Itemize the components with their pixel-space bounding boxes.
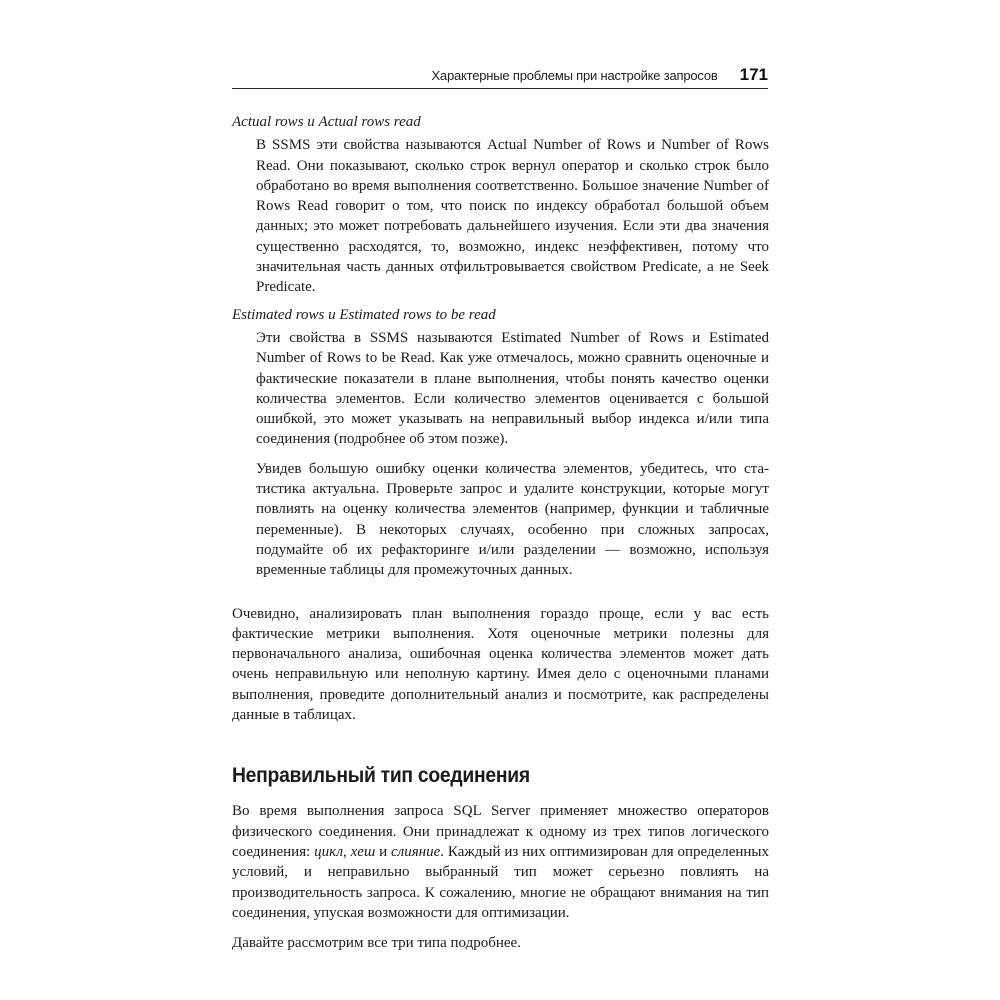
- definition-paragraph: Увидев большую ошибку оценки количества элементов, убедитесь, что статистика актуальна. Проверьте запрос и удалите конструкции, которые могут повлиять на оценку количества элементов (например, функции и табличные переменные). В некоторых случаях, особенно при сложных запросах, подумайте об их рефакторинге и/или разделении — возможно, используя временные таблицы для промежуточных данных.: [256, 460, 769, 579]
- text-run: и: [375, 843, 392, 860]
- text-run: . Каждый из них оптимизирован для определенных условий, и неправильно выбранный тип может серьезно повлиять на производительность запроса. К сожалению, многие не обращают внимания на тип соединения, упуская возможности для оптимизации.: [232, 843, 770, 921]
- definition-body-estimated-rows: [256, 328, 769, 581]
- emphasis-merge: слияние: [391, 843, 441, 860]
- running-header: [232, 62, 768, 89]
- definition-term-estimated-rows: Estimated rows и Estimated rows to be read: [232, 306, 496, 323]
- definition-term-actual-rows: Actual rows и Actual rows read: [232, 114, 421, 130]
- running-header-title: Характерные проблемы при настройке запросов: [431, 68, 718, 83]
- definition-paragraph: Эти свойства в SSMS называются Estimated Number of Rows и Estimated Number of Rows to be Read. Как уже отмечалось, можно сравнить оценочные и фактические показатели в плане выполнения, чтобы понять качество оценки количества элементов. Если количество элементов оценивается с большой ошибкой, это может указывать на неправильный выбор индекса и/или типа соединения (подробнее об этом позже).: [256, 329, 769, 448]
- text-run: Во время выполнения запроса SQL Server применяет множество операторов физического соединения. Они принадлежат к одному из трех типов логического соединения:: [232, 803, 769, 860]
- section-paragraph: Давайте рассмотрим все три типа подробнее.: [232, 935, 521, 952]
- body-paragraph: Очевидно, анализировать план выполнения гораздо проще, если у вас есть фактические метрики выполнения. Хотя оценочные метрики полезны для первоначального анализа, ошибочная оценка количества элементов может дать очень неправильную или неполную картину. Имея дело с оценочными планами выполнения, проведите дополнительный анализ и посмотрите, как распределены данные в таблицах.: [232, 605, 769, 724]
- section-paragraph: [232, 801, 769, 923]
- page-number: 171: [739, 65, 768, 84]
- definition-body-actual-rows: [256, 135, 769, 297]
- emphasis-hash: хеш: [350, 843, 376, 860]
- definition-paragraph: В SSMS эти свойства называются Actual Number of Rows и Number of Rows Read. Они показывают, сколько строк вернул оператор и сколько строк было обработано во время выполнения соответственно. Большое значение Number of Rows Read говорит о том, что поиск по индексу обработал большой объем данных; это может потребовать дальнейшего изучения. Если эти два значения существенно расходятся, то, возможно, индекс неэффективен, потому что значительная часть данных отфильтровывается свойством Predicate, а не Seek Predicate.: [256, 137, 769, 296]
- section-heading: Неправильный тип соединения: [232, 764, 530, 788]
- page-content: [232, 112, 769, 953]
- text-run: ,: [343, 843, 351, 860]
- emphasis-loop: цикл: [314, 843, 343, 860]
